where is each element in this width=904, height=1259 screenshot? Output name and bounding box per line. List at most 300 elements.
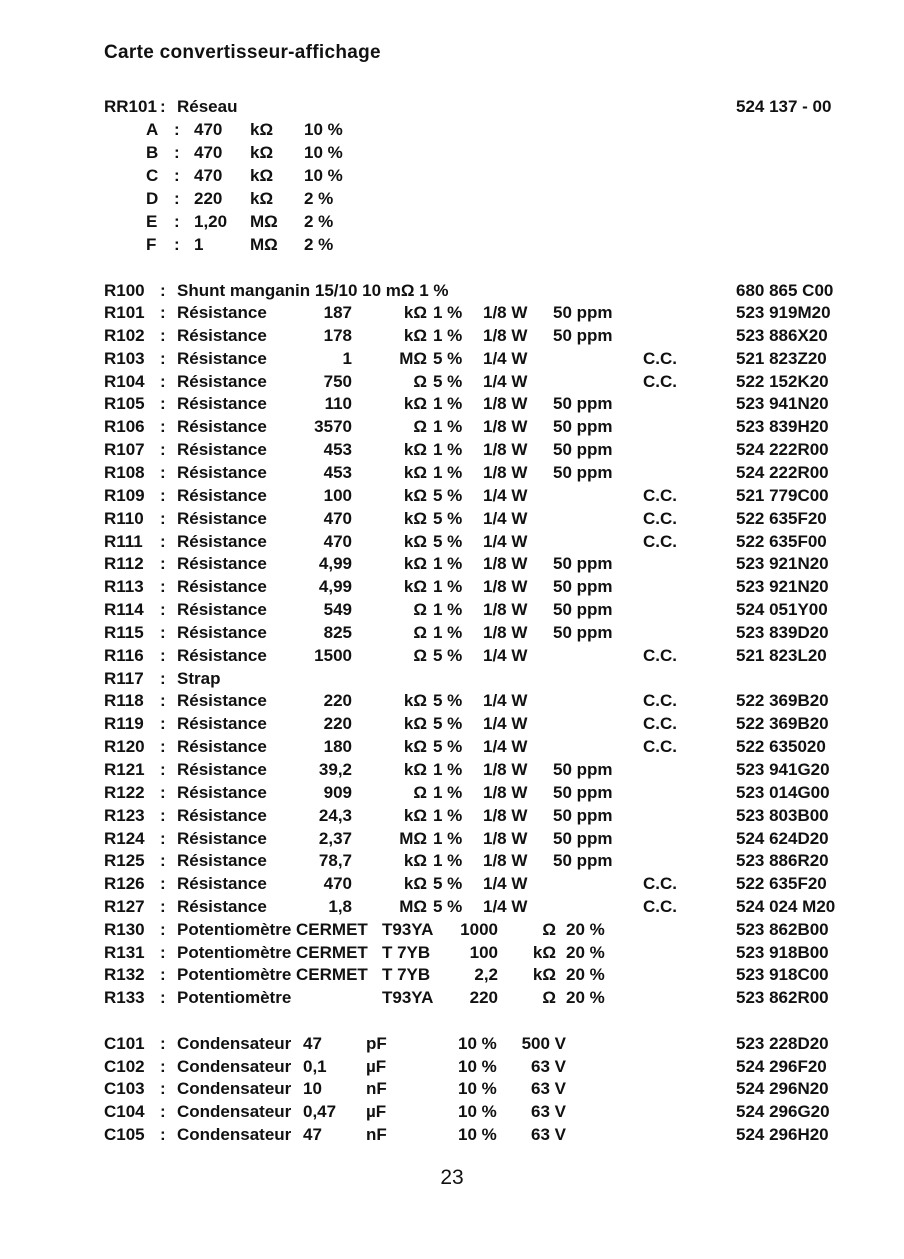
- temp-coefficient: 50 ppm: [553, 600, 613, 620]
- value: 178: [323, 325, 352, 345]
- tolerance: 10 %: [458, 1124, 497, 1144]
- table-row: [0, 348, 904, 370]
- value: 0,1: [303, 1056, 327, 1076]
- unit: kΩ: [403, 531, 427, 551]
- separator: :: [174, 235, 180, 254]
- separator: :: [160, 485, 166, 505]
- unit: MΩ: [399, 828, 427, 848]
- part-code: 522 635F00: [736, 531, 827, 551]
- separator: :: [160, 531, 166, 551]
- part-code: 523 919M20: [736, 303, 831, 322]
- unit: Ω: [413, 782, 427, 802]
- unit: MΩ: [399, 897, 427, 917]
- part-ref: R106: [104, 417, 145, 437]
- separator: :: [160, 737, 166, 757]
- part-ref: C104: [104, 1102, 145, 1122]
- value: 10: [303, 1079, 322, 1099]
- page-title: Carte convertisseur-affichage: [104, 42, 381, 63]
- separator: :: [160, 668, 166, 688]
- value: 750: [323, 371, 352, 391]
- part-ref: R124: [104, 828, 145, 848]
- part-ref: C103: [104, 1079, 145, 1099]
- table-row: [0, 987, 904, 1009]
- part-code: 524 296H20: [736, 1124, 829, 1144]
- separator: :: [160, 965, 166, 985]
- part-ref: R117: [104, 668, 144, 688]
- tolerance: 1 %: [433, 828, 463, 848]
- table-row: [0, 919, 904, 941]
- part-ref: R123: [104, 805, 145, 825]
- value: 24,3: [318, 805, 352, 825]
- value: 1,8: [328, 897, 352, 917]
- part-description: Résistance: [177, 805, 267, 825]
- separator: :: [160, 851, 166, 871]
- part-description: Strap: [177, 668, 221, 688]
- model: T 7YB: [382, 965, 431, 985]
- part-code: 522 635F20: [736, 874, 827, 894]
- part-description: Résistance: [177, 622, 267, 642]
- value: 825: [323, 622, 352, 642]
- part-code: 524 051Y00: [736, 600, 828, 620]
- part-ref: R113: [104, 577, 144, 597]
- tolerance: 1 %: [433, 554, 463, 574]
- part-description: Résistance: [177, 577, 267, 597]
- part-description: Résistance: [177, 714, 267, 734]
- part-ref: C102: [104, 1056, 145, 1076]
- table-row: [0, 576, 904, 598]
- type-marker: C.C.: [643, 737, 677, 757]
- type-marker: C.C.: [643, 645, 677, 665]
- table-row: [0, 850, 904, 872]
- unit: kΩ: [403, 485, 427, 505]
- separator: :: [160, 325, 166, 345]
- table-row: [0, 964, 904, 986]
- network-item-row: [0, 142, 904, 164]
- table-row: [0, 1056, 904, 1078]
- type-marker: C.C.: [643, 897, 677, 917]
- separator: :: [160, 577, 166, 597]
- part-code: 523 803B00: [736, 805, 829, 825]
- part-description: Résistance: [177, 394, 267, 414]
- separator: :: [160, 1079, 166, 1099]
- tolerance: 5 %: [433, 485, 463, 505]
- type-marker: C.C.: [643, 874, 677, 894]
- part-description: Réseau: [177, 97, 238, 116]
- unit: Ω: [413, 622, 427, 642]
- value: 2,37: [318, 828, 352, 848]
- value: 453: [323, 440, 352, 460]
- tolerance: 5 %: [433, 508, 463, 528]
- power: 1/8 W: [483, 782, 528, 802]
- type-marker: C.C.: [643, 485, 677, 505]
- table-row: [0, 736, 904, 758]
- part-description: Potentiomètre CERMET: [177, 942, 368, 962]
- unit: Ω: [413, 417, 427, 437]
- voltage: 63 V: [531, 1102, 566, 1122]
- part-ref: R127: [104, 897, 145, 917]
- part-description: Résistance: [177, 371, 267, 391]
- value: 1: [194, 235, 204, 254]
- part-ref: R110: [104, 508, 144, 528]
- tolerance: 1 %: [433, 805, 463, 825]
- table-row: [0, 599, 904, 621]
- tolerance: 1 %: [433, 760, 463, 779]
- value: 453: [323, 462, 352, 482]
- part-code: 522 369B20: [736, 714, 829, 734]
- power: 1/8 W: [483, 554, 528, 574]
- separator: :: [160, 348, 166, 368]
- part-code: 523 886X20: [736, 325, 828, 345]
- power: 1/8 W: [483, 600, 528, 620]
- value: 1000: [460, 920, 498, 939]
- part-ref: R114: [104, 600, 144, 620]
- tolerance: 1 %: [433, 782, 463, 802]
- value: 470: [323, 508, 352, 528]
- unit: kΩ: [403, 554, 427, 574]
- part-ref: R121: [104, 760, 145, 779]
- table-row: [0, 531, 904, 553]
- tolerance: 10 %: [458, 1079, 497, 1099]
- power: 1/8 W: [483, 851, 528, 871]
- table-row: [0, 485, 904, 507]
- sub-ref: E: [146, 212, 158, 231]
- separator: :: [160, 782, 166, 802]
- model: T93YA: [382, 920, 434, 939]
- power: 1/4 W: [483, 531, 528, 551]
- part-description: Résistance: [177, 485, 267, 505]
- power: 1/8 W: [483, 462, 528, 482]
- power: 1/4 W: [483, 897, 528, 917]
- power: 1/4 W: [483, 874, 528, 894]
- tolerance: 5 %: [433, 897, 463, 917]
- part-description: Potentiomètre: [177, 988, 292, 1008]
- power: 1/4 W: [483, 371, 528, 391]
- value: 39,2: [318, 760, 352, 779]
- part-ref: R132: [104, 965, 145, 985]
- part-ref: R111: [104, 531, 143, 551]
- value: 187: [323, 303, 352, 322]
- separator: :: [160, 828, 166, 848]
- value: 220: [323, 691, 352, 711]
- unit: nF: [366, 1124, 387, 1144]
- part-description: Condensateur: [177, 1034, 292, 1053]
- part-ref: R112: [104, 554, 144, 574]
- part-description: Résistance: [177, 828, 267, 848]
- unit: Ω: [413, 600, 427, 620]
- table-row: [0, 371, 904, 393]
- tolerance: 1 %: [433, 394, 463, 414]
- power: 1/8 W: [483, 417, 528, 437]
- part-ref: R120: [104, 737, 145, 757]
- part-description: Potentiomètre CERMET: [177, 920, 368, 939]
- part-description: Résistance: [177, 325, 267, 345]
- table-row: [0, 1101, 904, 1123]
- part-code: 524 222R00: [736, 462, 829, 482]
- separator: :: [160, 622, 166, 642]
- value: 100: [469, 942, 498, 962]
- tolerance: 1 %: [433, 851, 463, 871]
- part-description: Potentiomètre CERMET: [177, 965, 368, 985]
- unit: kΩ: [250, 120, 274, 139]
- temp-coefficient: 50 ppm: [553, 417, 613, 437]
- part-code: 523 839D20: [736, 622, 829, 642]
- tolerance: 20 %: [566, 965, 605, 985]
- separator: :: [160, 691, 166, 711]
- tolerance: 1 %: [433, 325, 463, 345]
- table-row: [0, 393, 904, 415]
- sub-ref: A: [146, 120, 159, 139]
- part-ref: R133: [104, 988, 145, 1008]
- part-code: 523 014G00: [736, 782, 830, 802]
- tolerance: 1 %: [433, 462, 463, 482]
- part-ref: R125: [104, 851, 145, 871]
- part-code: 522 369B20: [736, 691, 829, 711]
- part-description: Condensateur: [177, 1102, 292, 1122]
- network-item-row: [0, 188, 904, 210]
- tolerance: 20 %: [566, 920, 605, 939]
- power: 1/8 W: [483, 828, 528, 848]
- unit: kΩ: [403, 851, 427, 871]
- part-ref: R118: [104, 691, 144, 711]
- voltage: 63 V: [531, 1079, 566, 1099]
- value: 78,7: [318, 851, 352, 871]
- unit: kΩ: [250, 166, 274, 185]
- table-row: [0, 508, 904, 530]
- part-description: Condensateur: [177, 1056, 292, 1076]
- part-ref: R122: [104, 782, 145, 802]
- network-header-row: [0, 96, 904, 118]
- temp-coefficient: 50 ppm: [553, 394, 613, 414]
- separator: :: [160, 554, 166, 574]
- value: 4,99: [318, 577, 352, 597]
- part-ref: C105: [104, 1124, 145, 1144]
- part-description: Résistance: [177, 851, 267, 871]
- part-ref: C101: [104, 1034, 145, 1053]
- value: 220: [194, 189, 223, 208]
- part-ref: R105: [104, 394, 145, 414]
- table-row: [0, 1124, 904, 1146]
- value: 47: [303, 1124, 322, 1144]
- sub-ref: D: [146, 189, 159, 208]
- table-row: [0, 302, 904, 324]
- value: 470: [194, 120, 223, 139]
- part-ref: R131: [104, 942, 145, 962]
- separator: :: [160, 1056, 166, 1076]
- power: 1/4 W: [483, 348, 528, 368]
- part-code: 523 941N20: [736, 394, 829, 414]
- unit: MΩ: [250, 235, 278, 254]
- tolerance: 10 %: [458, 1056, 497, 1076]
- temp-coefficient: 50 ppm: [553, 303, 613, 322]
- sub-ref: C: [146, 166, 159, 185]
- tolerance: 20 %: [566, 988, 605, 1008]
- unit: kΩ: [403, 691, 427, 711]
- separator: :: [174, 166, 180, 185]
- tolerance: 5 %: [433, 691, 463, 711]
- temp-coefficient: 50 ppm: [553, 851, 613, 871]
- part-description: Condensateur: [177, 1079, 292, 1099]
- part-description: Résistance: [177, 531, 267, 551]
- part-description: Résistance: [177, 508, 267, 528]
- value: 470: [323, 874, 352, 894]
- unit: kΩ: [403, 714, 427, 734]
- separator: :: [160, 714, 166, 734]
- tolerance: 1 %: [433, 600, 463, 620]
- part-description: Condensateur: [177, 1124, 292, 1144]
- part-code: 523 941G20: [736, 760, 830, 779]
- part-description: Résistance: [177, 600, 267, 620]
- tolerance: 20 %: [566, 942, 605, 962]
- part-ref: R100: [104, 281, 145, 300]
- power: 1/4 W: [483, 645, 528, 665]
- part-code: 524 296F20: [736, 1056, 827, 1076]
- temp-coefficient: 50 ppm: [553, 554, 613, 574]
- part-description: Résistance: [177, 462, 267, 482]
- part-code: 521 823Z20: [736, 348, 827, 368]
- unit: kΩ: [250, 189, 274, 208]
- separator: :: [174, 212, 180, 231]
- separator: :: [160, 1034, 166, 1053]
- tolerance: 10 %: [304, 143, 343, 162]
- temp-coefficient: 50 ppm: [553, 325, 613, 345]
- power: 1/8 W: [483, 805, 528, 825]
- table-row: [0, 1078, 904, 1100]
- network-item-row: [0, 119, 904, 141]
- separator: :: [160, 1124, 166, 1144]
- tolerance: 5 %: [433, 531, 463, 551]
- separator: :: [160, 1102, 166, 1122]
- tolerance: 2 %: [304, 212, 334, 231]
- value: 0,47: [303, 1102, 337, 1122]
- power: 1/8 W: [483, 577, 528, 597]
- separator: :: [160, 760, 166, 779]
- separator: :: [160, 805, 166, 825]
- value: 470: [194, 143, 223, 162]
- table-row: [0, 896, 904, 918]
- table-row: [0, 416, 904, 438]
- value: 2,2: [474, 965, 498, 985]
- type-marker: C.C.: [643, 508, 677, 528]
- temp-coefficient: 50 ppm: [553, 622, 613, 642]
- value: 220: [469, 988, 498, 1008]
- separator: :: [160, 281, 166, 300]
- part-ref: R126: [104, 874, 145, 894]
- part-description: Résistance: [177, 691, 267, 711]
- separator: :: [160, 303, 166, 322]
- table-row: [0, 462, 904, 484]
- unit: µF: [366, 1056, 387, 1076]
- part-description: Résistance: [177, 874, 267, 894]
- part-code: 523 921N20: [736, 554, 829, 574]
- part-description: Shunt manganin 15/10 10 mΩ 1 %: [177, 281, 449, 300]
- table-row: [0, 690, 904, 712]
- network-item-row: [0, 234, 904, 256]
- separator: :: [160, 942, 166, 962]
- temp-coefficient: 50 ppm: [553, 805, 613, 825]
- value: 47: [303, 1034, 322, 1053]
- power: 1/4 W: [483, 737, 528, 757]
- value: 100: [323, 485, 352, 505]
- unit: Ω: [413, 371, 427, 391]
- separator: :: [160, 508, 166, 528]
- part-code: 524 222R00: [736, 440, 829, 460]
- shunt-row: [0, 280, 904, 302]
- value: 909: [323, 782, 352, 802]
- temp-coefficient: 50 ppm: [553, 782, 613, 802]
- part-code: 523 862R00: [736, 988, 829, 1008]
- tolerance: 5 %: [433, 348, 463, 368]
- value: 110: [324, 394, 352, 414]
- page-number: 23: [440, 1166, 464, 1189]
- tolerance: 1 %: [433, 303, 463, 322]
- part-description: Résistance: [177, 440, 267, 460]
- unit: Ω: [413, 645, 427, 665]
- part-code: 524 624D20: [736, 828, 829, 848]
- type-marker: C.C.: [643, 714, 677, 734]
- part-code: 524 024 M20: [736, 897, 836, 917]
- table-row: [0, 325, 904, 347]
- type-marker: C.C.: [643, 531, 677, 551]
- tolerance: 5 %: [433, 645, 463, 665]
- separator: :: [160, 988, 166, 1008]
- separator: :: [160, 645, 166, 665]
- unit: kΩ: [403, 737, 427, 757]
- value: 549: [323, 600, 352, 620]
- table-row: [0, 782, 904, 804]
- power: 1/4 W: [483, 714, 528, 734]
- separator: :: [160, 440, 166, 460]
- unit: kΩ: [403, 394, 427, 414]
- part-code: 522 635020: [736, 737, 826, 757]
- part-code: 523 228D20: [736, 1034, 829, 1053]
- part-ref: R101: [104, 303, 145, 322]
- tolerance: 2 %: [304, 235, 334, 254]
- unit: Ω: [542, 988, 556, 1008]
- temp-coefficient: 50 ppm: [553, 440, 613, 460]
- unit: µF: [366, 1102, 387, 1122]
- unit: kΩ: [403, 440, 427, 460]
- table-row: [0, 622, 904, 644]
- part-description: Résistance: [177, 737, 267, 757]
- power: 1/4 W: [483, 485, 528, 505]
- power: 1/8 W: [483, 440, 528, 460]
- part-ref: R108: [104, 462, 145, 482]
- voltage: 63 V: [531, 1124, 566, 1144]
- power: 1/4 W: [483, 691, 528, 711]
- separator: :: [174, 120, 180, 139]
- tolerance: 5 %: [433, 714, 463, 734]
- part-code: 523 918B00: [736, 942, 829, 962]
- unit: kΩ: [403, 508, 427, 528]
- unit: MΩ: [250, 212, 278, 231]
- table-row: [0, 942, 904, 964]
- unit: MΩ: [399, 348, 427, 368]
- separator: :: [160, 897, 166, 917]
- separator: :: [174, 143, 180, 162]
- type-marker: C.C.: [643, 348, 677, 368]
- power: 1/8 W: [483, 760, 528, 779]
- part-description: Résistance: [177, 645, 267, 665]
- part-code: 523 886R20: [736, 851, 829, 871]
- model: T93YA: [382, 988, 434, 1008]
- unit: pF: [366, 1034, 387, 1053]
- part-code: 524 296N20: [736, 1079, 829, 1099]
- part-ref: R119: [104, 714, 144, 734]
- part-code: 523 918C00: [736, 965, 829, 985]
- power: 1/8 W: [483, 394, 528, 414]
- part-ref: R102: [104, 325, 145, 345]
- tolerance: 5 %: [433, 737, 463, 757]
